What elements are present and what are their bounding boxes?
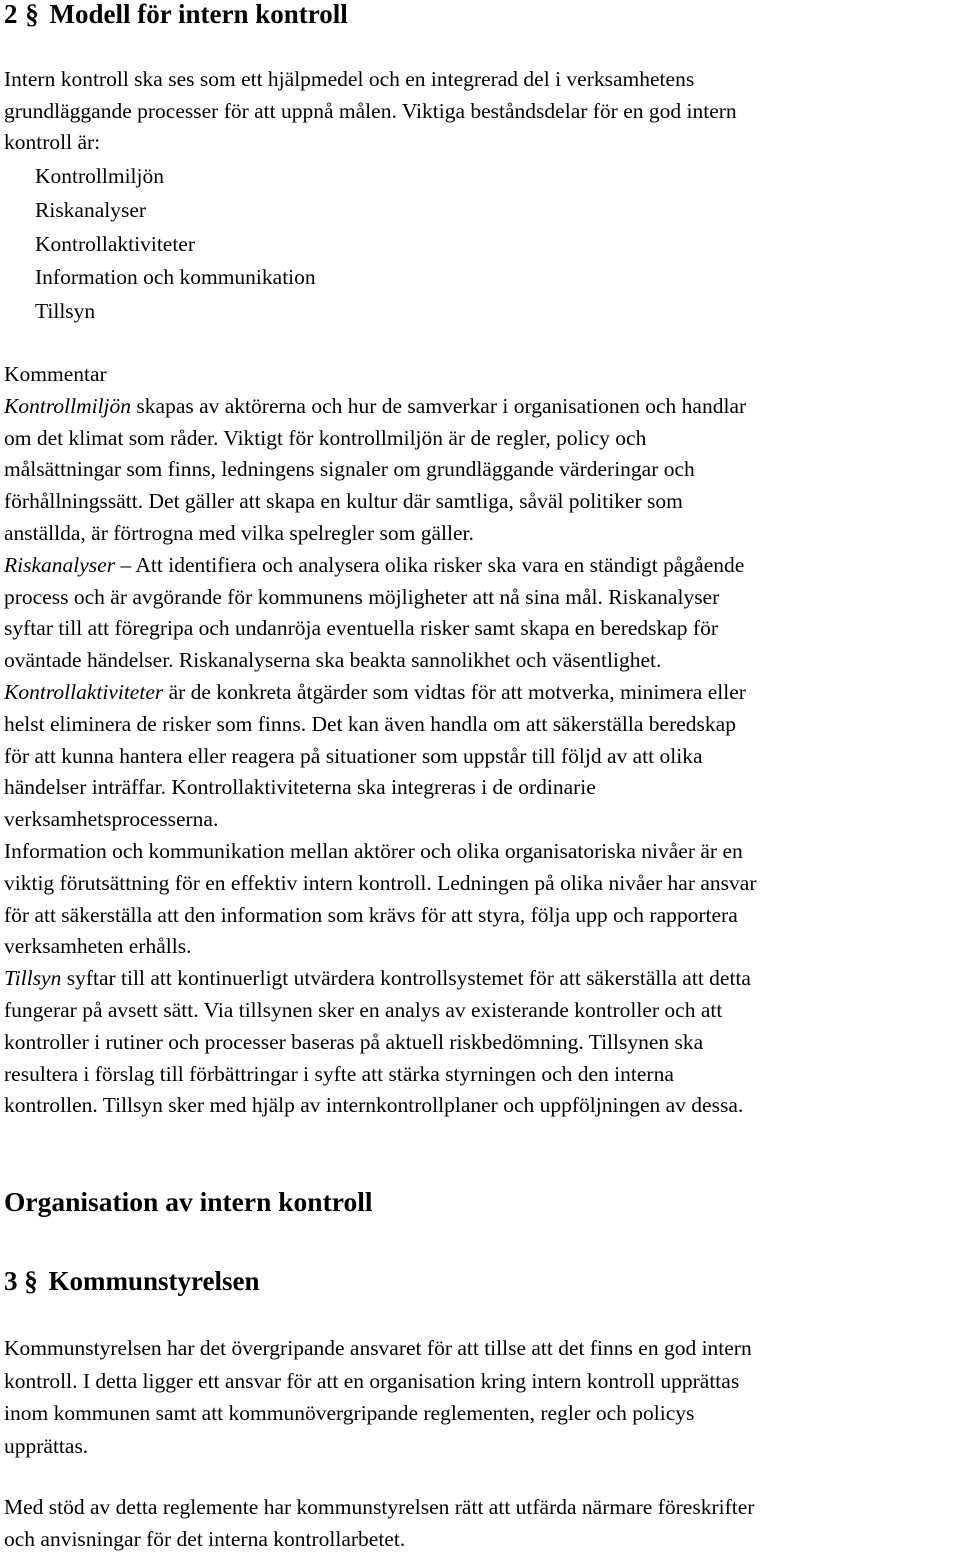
text-line: verksamheten erhålls. bbox=[4, 934, 192, 959]
text: skapas av aktörerna och hur de samverkar i organisationen och handlar bbox=[131, 393, 747, 418]
text-line: process och är avgörande för kommunens möjligheter att nå sina mål. Riskanalyser bbox=[4, 584, 720, 609]
text-line: Kommunstyrelsen har det övergripande ansvaret för att tillse att det finns en god intern bbox=[4, 1336, 752, 1360]
section-3-heading bbox=[4, 1263, 960, 1299]
term: Tillsyn bbox=[4, 966, 62, 991]
text: – Att identifiera och analysera olika risker ska vara en ständigt pågående bbox=[115, 552, 745, 577]
text-line: målsättningar som finns, ledningens signaler om grundläggande värderingar och bbox=[4, 457, 695, 482]
comment-block bbox=[4, 359, 960, 1122]
text-line: syftar till att föregripa och undanröja eventuella risker samt skapa en beredskap för bbox=[4, 616, 719, 641]
text-line: viktig förutsättning för en effektiv intern kontroll. Ledningen på olika nivåer har ansvar bbox=[4, 870, 757, 895]
kommunstyrelsen-paragraph-1 bbox=[4, 1332, 960, 1462]
paragraph-sign: § bbox=[25, 0, 39, 29]
section-title: Kommunstyrelsen bbox=[48, 1266, 260, 1296]
text-line: upprättas. bbox=[4, 1433, 89, 1458]
text-line: om det klimat som råder. Viktigt för kontrollmiljön är de regler, policy och bbox=[4, 425, 647, 450]
text-line: förhållningssätt. Det gäller att skapa en kultur där samtliga, såväl politiker som bbox=[4, 489, 683, 514]
intro-line: grundläggande processer för att uppnå målen. Viktiga beståndsdelar för en god intern bbox=[4, 98, 737, 123]
list-item: Kontrollaktiviteter bbox=[35, 231, 196, 256]
text-line: anställda, är förtrogna med vilka spelregler som gäller. bbox=[4, 520, 474, 545]
section-number: 3 bbox=[4, 1266, 18, 1296]
kommunstyrelsen-paragraph-2 bbox=[4, 1491, 960, 1555]
text-line: för att kunna hantera eller reagera på situationer som uppstår till följd av att olika bbox=[4, 743, 703, 768]
list-item: Riskanalyser bbox=[35, 197, 147, 222]
section-2-heading bbox=[4, 0, 960, 30]
text: är de konkreta åtgärder som vidtas för att motverka, minimera eller bbox=[163, 679, 746, 704]
text-line: resultera i förslag till förbättringar i syfte att stärka styrningen och den interna bbox=[4, 1061, 674, 1086]
list-item: Tillsyn bbox=[35, 299, 96, 324]
list-item: Kontrollmiljön bbox=[35, 164, 164, 188]
riskanalyser-first-line bbox=[4, 550, 960, 582]
kontrollmiljo-first-line bbox=[4, 391, 960, 423]
intro-line: kontroll är: bbox=[4, 130, 101, 154]
organisation-heading: Organisation av intern kontroll bbox=[4, 1186, 373, 1217]
text: syftar till att kontinuerligt utvärdera kontrollsystemet för att säkerställa att detta bbox=[61, 966, 751, 991]
text-line: Med stöd av detta reglemente har kommunstyrelsen rätt att utfärda närmare föreskrifter bbox=[4, 1495, 755, 1519]
text-line: helst eliminera de risker som finns. Det kan även handla om att säkerställa beredskap bbox=[4, 711, 736, 736]
text-line: kontroll. I detta ligger ett ansvar för att en organisation kring intern kontroll upprättas bbox=[4, 1368, 740, 1393]
text-line: kontrollen. Tillsyn sker med hjälp av internkontrollplaner och uppföljningen av dessa. bbox=[4, 1093, 744, 1118]
text-line: händelser inträffar. Kontrollaktiviteterna ska integreras i de ordinarie bbox=[4, 775, 596, 800]
list-item: Information och kommunikation bbox=[35, 265, 316, 290]
intro-paragraph bbox=[4, 64, 960, 159]
comment-heading: Kommentar bbox=[4, 362, 107, 386]
term: Kontrollaktiviteter bbox=[4, 679, 164, 704]
paragraph-sign: § bbox=[24, 1266, 38, 1296]
text-line: för att säkerställa att den information som krävs för att styra, följa upp och rapportera bbox=[4, 902, 738, 927]
term: Riskanalyser bbox=[4, 552, 116, 577]
text-line: inom kommunen samt att kommunövergripande reglementen, regler och policys bbox=[4, 1401, 695, 1425]
kontrollaktiviteter-first-line bbox=[4, 677, 960, 709]
text-line: Information och kommunikation mellan aktörer och olika organisatoriska nivåer är en bbox=[4, 838, 743, 863]
intro-line: Intern kontroll ska ses som ett hjälpmedel och en integrerad del i verksamhetens bbox=[4, 67, 695, 91]
text-line: verksamhetsprocesserna. bbox=[4, 807, 219, 832]
text-line: oväntade händelser. Riskanalyserna ska beakta sannolikhet och väsentlighet. bbox=[4, 648, 662, 673]
components-list bbox=[35, 160, 316, 329]
text-line: och anvisningar för det interna kontrollarbetet. bbox=[4, 1527, 406, 1551]
section-number: 2 bbox=[4, 0, 18, 29]
tillsyn-first-line bbox=[4, 963, 960, 995]
term: Kontrollmiljön bbox=[4, 393, 132, 418]
text-line: kontroller i rutiner och processer baseras på aktuell riskbedömning. Tillsynen ska bbox=[4, 1029, 704, 1054]
section-title: Modell för intern kontroll bbox=[49, 0, 348, 29]
text-line: fungerar på avsett sätt. Via tillsynen sker en analys av existerande kontroller och att bbox=[4, 997, 723, 1022]
